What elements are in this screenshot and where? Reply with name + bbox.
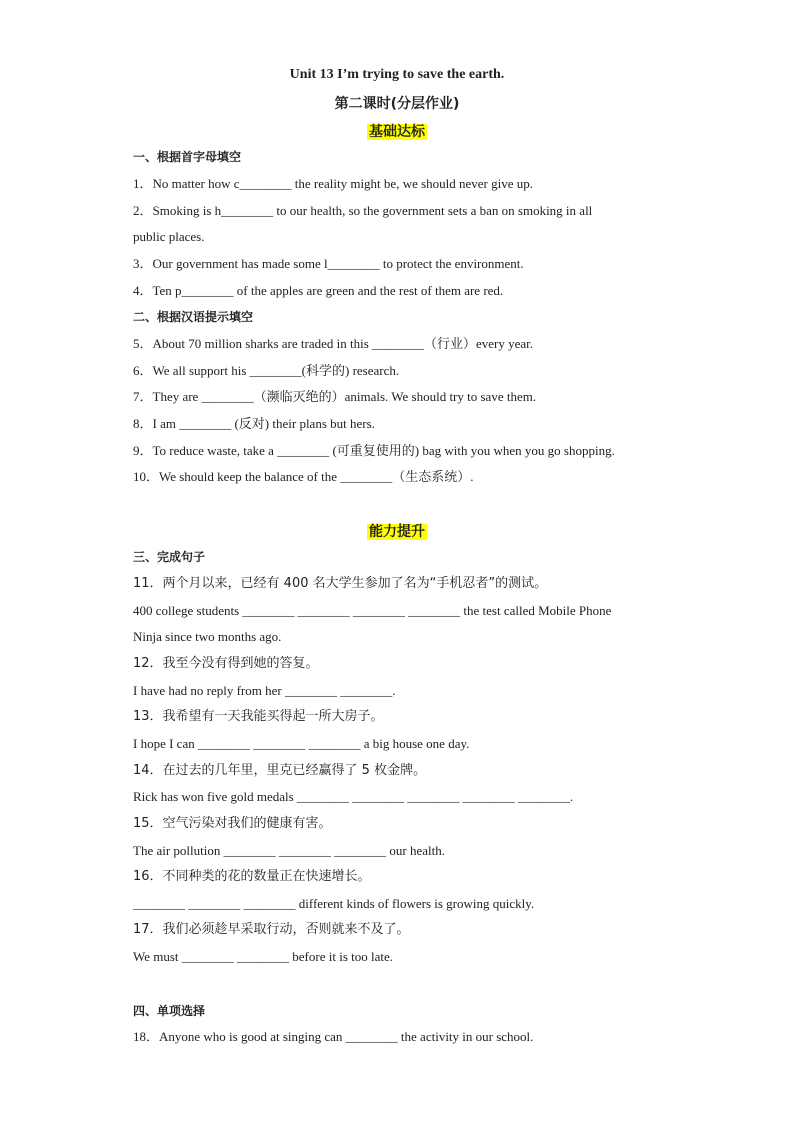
question-2: 2．Smoking is h________ to our health, so the government sets a ban on smoking in all xyxy=(133,203,593,218)
question-15: The air pollution ________ ________ ________ our health. xyxy=(133,843,445,858)
question-4: 4．Ten p________ of the apples are green and the rest of them are red. xyxy=(133,283,504,298)
tier-advanced-heading: 能力提升 xyxy=(369,524,425,540)
section-heading: 一、根据首字母填空 xyxy=(133,150,242,164)
question-12: I have had no reply from her ________ ________. xyxy=(133,683,396,698)
tier-basic-heading: 基础达标 xyxy=(369,124,425,140)
question-3: 3．Our government has made some l________ to protect the environment. xyxy=(133,256,524,271)
question-15-prompt: 15．空气污染对我们的健康有害。 xyxy=(133,816,332,831)
section-heading: 三、完成句子 xyxy=(133,550,206,564)
question-14-prompt: 14．在过去的几年里，里克已经赢得了 5 枚金牌。 xyxy=(133,763,427,778)
question-12-prompt: 12．我至今没有得到她的答复。 xyxy=(133,656,319,671)
question-11: 400 college students ________ ________ ________ ________ the test called Mobile Phone xyxy=(133,603,612,618)
section-heading: 四、单项选择 xyxy=(133,1004,206,1018)
question-17: We must ________ ________ before it is too late. xyxy=(133,949,393,964)
question-14: Rick has won five gold medals ________ ________ ________ ________ ________. xyxy=(133,789,574,804)
question-1: 1．No matter how c________ the reality might be, we should never give up. xyxy=(133,176,534,191)
section-heading: 二、根据汉语提示填空 xyxy=(133,310,254,324)
question-17-prompt: 17．我们必须趁早采取行动，否则就来不及了。 xyxy=(133,922,410,937)
question-7: 7．They are ________（濒临灭绝的）animals. We should try to save them. xyxy=(133,389,537,404)
question-6: 6．We all support his ________(科学的) research. xyxy=(133,363,400,378)
question-2-cont: public places. xyxy=(133,229,205,244)
question-16: ________ ________ ________ different kinds of flowers is growing quickly. xyxy=(133,896,535,911)
question-10: 10．We should keep the balance of the ________（生态系统）. xyxy=(133,469,474,484)
question-9: 9．To reduce waste, take a ________ (可重复使用的) bag with you when you go shopping. xyxy=(133,443,615,458)
question-16-prompt: 16．不同种类的花的数量正在快速增长。 xyxy=(133,869,371,884)
question-5: 5．About 70 million sharks are traded in this ________（行业）every year. xyxy=(133,336,534,351)
page-subtitle: 第二课时(分层作业) xyxy=(334,96,460,112)
question-13: I hope I can ________ ________ ________ a big house one day. xyxy=(133,736,470,751)
question-13-prompt: 13．我希望有一天我能买得起一所大房子。 xyxy=(133,709,384,724)
question-11-prompt: 11．两个月以来，已经有 400 名大学生参加了名为“手机忍者”的测试。 xyxy=(133,576,548,591)
question-11-cont: Ninja since two months ago. xyxy=(133,629,282,644)
question-18: 18．Anyone who is good at singing can ________ the activity in our school. xyxy=(133,1029,534,1044)
question-8: 8．I am ________ (反对) their plans but hers. xyxy=(133,416,375,431)
page-title: Unit 13 I’m trying to save the earth. xyxy=(289,67,505,82)
